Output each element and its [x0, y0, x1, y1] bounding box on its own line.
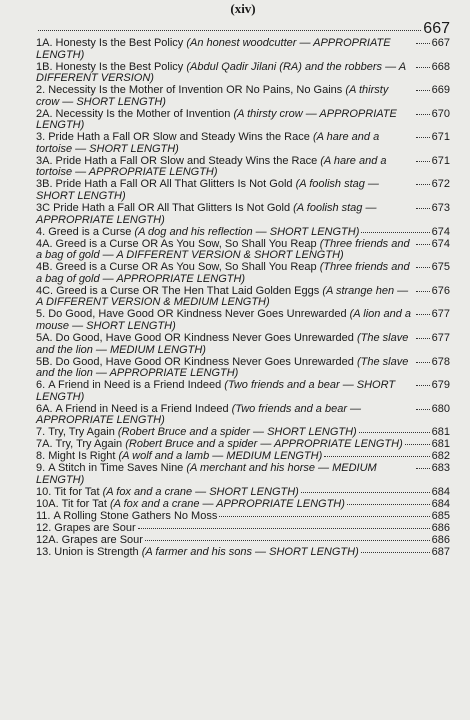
entry-title: Tit for Tat	[54, 485, 100, 498]
entry-title: Grapes are Sour	[54, 521, 136, 534]
entry-note: (The slave and the lion — MEDIUM LENGTH)	[36, 331, 409, 356]
toc-entry	[36, 262, 450, 285]
entry-number: 10.	[36, 485, 52, 498]
page-ref: 681	[431, 438, 450, 451]
dot-leader	[416, 184, 430, 185]
dot-leader	[361, 232, 429, 233]
entry-title: Greed is a Curse OR The Hen That Laid Golden Eggs	[56, 284, 320, 297]
entry-note: (Three friends and a bag of gold — APPROPRIATE LENGTH)	[36, 261, 410, 285]
entry-number: 7A.	[36, 438, 53, 451]
page-ref: 678	[431, 355, 450, 368]
toc-entry	[36, 286, 450, 309]
dot-leader	[416, 385, 430, 386]
dot-leader	[416, 409, 430, 410]
toc-entry-line	[36, 499, 450, 511]
page-ref: 676	[431, 284, 450, 297]
page-ref: 684	[431, 497, 450, 510]
toc-entry-line	[36, 511, 450, 523]
toc-entry-text	[36, 109, 414, 132]
toc-entry-line	[36, 156, 450, 179]
toc-entry-text	[36, 262, 414, 285]
toc-entry-line	[36, 85, 450, 108]
page-ref: 674	[431, 225, 450, 238]
entry-note: (A foolish stag — SHORT LENGTH)	[36, 178, 379, 203]
toc-entry-line	[36, 427, 450, 439]
dot-leader	[416, 90, 430, 91]
toc-entry	[36, 427, 450, 439]
entry-title: Necessity Is the Mother of Invention OR No Pains, No Gains	[48, 84, 343, 97]
page-ref: 686	[431, 521, 450, 534]
toc-entry	[36, 203, 450, 226]
entry-title: Do Good, Have Good OR Kindness Never Goes Unrewarded	[48, 308, 347, 321]
toc-entry-line	[36, 109, 450, 132]
toc-entry	[36, 227, 450, 239]
page-ref: 667	[423, 20, 450, 37]
dot-leader	[138, 528, 430, 529]
entry-number: 12A.	[36, 533, 59, 546]
dot-leader	[405, 444, 430, 445]
toc-entry-text	[36, 404, 414, 427]
entry-title: Necessity Is the Mother of Invention	[55, 107, 231, 120]
dot-leader	[416, 114, 430, 115]
entry-note: (A wolf and a lamb — MEDIUM LENGTH)	[118, 450, 323, 463]
entry-number: 10A.	[36, 497, 59, 510]
toc-entry	[36, 357, 450, 380]
toc-entry	[36, 511, 450, 523]
toc-entry-line	[36, 262, 450, 285]
toc-entry-line	[36, 487, 450, 499]
page-ref: 687	[431, 545, 450, 558]
page-ref: 672	[431, 178, 450, 191]
entry-title: Do Good, Have Good OR Kindness Never Goes Unrewarded	[55, 331, 354, 344]
toc-entry-text	[36, 227, 359, 239]
entry-title: Pride Hath a Fall OR All That Glitters Is Not Gold	[55, 178, 293, 191]
entry-number: 3A.	[36, 154, 53, 167]
toc-entry	[36, 309, 450, 332]
entry-number: 13.	[36, 545, 52, 558]
dot-leader	[416, 208, 430, 209]
page-ref: 674	[431, 237, 450, 250]
toc-entry-text	[36, 179, 414, 202]
dot-leader	[416, 244, 430, 245]
page-ref: 684	[431, 485, 450, 498]
toc-entry-line	[36, 380, 450, 403]
entry-number: 2.	[36, 84, 46, 97]
entry-number: 1B.	[36, 60, 53, 73]
toc-entry-text	[36, 487, 299, 499]
toc-entry	[36, 85, 450, 108]
entry-title: Greed is a Curse OR As You Sow, So Shall You Reap	[55, 237, 317, 250]
page-ref: 685	[431, 509, 450, 522]
entry-title: Pride Hath a Fall OR Slow and Steady Wins the Race	[55, 154, 318, 167]
entry-note: (Three friends and a bag of gold — A DIFFERENT VERSION & SHORT LENGTH)	[36, 237, 410, 262]
entry-note: (A merchant and his horse — MEDIUM LENGTH)	[36, 462, 377, 486]
dot-leader	[324, 456, 429, 457]
dot-leader	[38, 30, 421, 31]
dot-leader	[416, 137, 430, 138]
toc-entry	[36, 156, 450, 179]
entry-title: Pride Hath a Fall OR Slow and Steady Wins the Race	[48, 131, 310, 144]
toc-entry	[36, 333, 450, 356]
entry-title: Grapes are Sour	[61, 533, 143, 546]
entry-number: 5A.	[36, 331, 53, 344]
toc-entry-text	[36, 156, 414, 179]
page-ref: 675	[431, 261, 450, 274]
toc-entry-line	[36, 132, 450, 155]
entry-note: (Robert Bruce and a spider — APPROPRIATE LENGTH)	[125, 438, 403, 451]
toc-entry-text	[36, 523, 136, 535]
entry-number: 8.	[36, 450, 46, 463]
page-ref: 677	[431, 331, 450, 344]
toc-entry-line	[36, 286, 450, 309]
page-ref: 673	[431, 202, 450, 215]
page-ref: 681	[431, 426, 450, 439]
toc-entry	[36, 487, 450, 499]
toc-entry	[36, 38, 450, 61]
entry-note: (A fox and a crane — SHORT LENGTH)	[102, 485, 299, 498]
toc-entry-text	[36, 427, 357, 439]
entry-note: (Two friends and a bear — SHORT LENGTH)	[36, 379, 396, 403]
toc-entry-line	[36, 463, 450, 486]
toc-entry	[36, 179, 450, 202]
entry-title: Honesty Is the Best Policy	[55, 60, 184, 73]
toc-entry-line	[36, 38, 450, 61]
toc-entry-line	[36, 62, 450, 85]
dot-leader	[347, 504, 430, 505]
toc-entry-line	[36, 239, 450, 262]
entry-number: 4A.	[36, 237, 53, 250]
page-ref: 686	[431, 533, 450, 546]
dot-leader	[359, 432, 430, 433]
toc-entry-text	[36, 38, 414, 61]
entry-number: 3C	[36, 202, 51, 215]
page-ref: 677	[431, 308, 450, 321]
entry-note: (A fox and a crane — APPROPRIATE LENGTH)	[109, 497, 345, 510]
page-ref: 679	[431, 379, 450, 392]
entry-title: Greed is a Curse	[48, 225, 132, 238]
toc-entry	[36, 451, 450, 463]
entry-title: A Rolling Stone Gathers No Moss	[53, 509, 218, 522]
entry-title: A Friend in Need is a Friend Indeed	[55, 402, 229, 415]
page-ref: 669	[431, 84, 450, 97]
entry-number: 6A.	[36, 402, 53, 415]
toc-entry-text	[36, 535, 143, 547]
entry-note: (Abdul Qadir Jilani (RA) and the robbers — A DIFFERENT VERSION)	[36, 60, 406, 85]
dot-leader	[416, 161, 430, 162]
page-number: (xiv)	[230, 1, 256, 16]
entry-title: Union is Strength	[54, 545, 139, 558]
dot-leader	[416, 338, 430, 339]
page-ref: 671	[431, 154, 450, 167]
dot-leader	[416, 267, 430, 268]
toc-entry	[36, 380, 450, 403]
entry-title: A Stitch in Time Saves Nine	[48, 462, 184, 475]
entry-note: (A hare and a tortoise — APPROPRIATE LENGTH)	[36, 154, 387, 179]
toc-entry-line	[36, 451, 450, 463]
entry-note: (An honest woodcutter — APPROPRIATE LENGTH)	[36, 37, 391, 61]
toc-entry-line	[36, 309, 450, 332]
entry-number: 1A.	[36, 37, 53, 49]
dot-leader	[416, 291, 430, 292]
entry-number: 3.	[36, 131, 46, 144]
toc-entry-line	[36, 179, 450, 202]
entry-number: 6.	[36, 379, 46, 392]
entry-note: (A dog and his reflection — SHORT LENGTH)	[134, 225, 360, 238]
page-ref: 668	[431, 60, 450, 73]
toc-entry	[36, 547, 450, 559]
entry-note: (A foolish stag — APPROPRIATE LENGTH)	[36, 202, 377, 226]
entry-number: 4B.	[36, 261, 53, 274]
dot-leader	[416, 43, 430, 44]
page-ref: 670	[431, 107, 450, 120]
dot-leader	[416, 67, 430, 68]
toc-entry	[36, 132, 450, 155]
toc-entry-line	[36, 547, 450, 559]
toc-entry-text	[36, 132, 414, 155]
toc-entry-text	[36, 439, 403, 451]
toc-entry	[36, 439, 450, 451]
dot-leader	[416, 362, 430, 363]
toc-entry-text	[36, 547, 359, 559]
entry-number: 4.	[36, 225, 46, 238]
toc-entry-text	[36, 380, 414, 403]
entry-note: (A lion and a mouse — SHORT LENGTH)	[36, 308, 411, 332]
entry-number: 5.	[36, 308, 46, 321]
entry-number: 11.	[36, 509, 51, 522]
entry-number: 2A.	[36, 107, 53, 120]
dot-leader	[416, 314, 430, 315]
toc-entry-line	[36, 439, 450, 451]
entry-number: 5B.	[36, 355, 53, 368]
entry-number: 4C.	[36, 284, 54, 297]
toc-entry-line	[36, 333, 450, 356]
dot-leader	[301, 492, 430, 493]
toc-continuation-line	[36, 20, 450, 38]
toc-entry-text	[36, 333, 414, 356]
dot-leader	[416, 468, 430, 469]
entry-number: 3B.	[36, 178, 53, 191]
entry-title: Greed is a Curse OR As You Sow, So Shall You Reap	[55, 261, 317, 274]
entry-note: (Two friends and a bear — APPROPRIATE LENGTH)	[36, 402, 362, 427]
toc-entry	[36, 523, 450, 535]
toc-entry-text	[36, 286, 414, 309]
toc-entry-line	[36, 535, 450, 547]
toc-entry-text	[36, 511, 217, 523]
toc-entry-text	[36, 309, 414, 332]
entry-note: (A strange hen — A DIFFERENT VERSION & MEDIUM LENGTH)	[36, 284, 409, 309]
entry-note: (A farmer and his sons — SHORT LENGTH)	[141, 545, 359, 558]
entry-number: 12.	[36, 521, 52, 534]
toc-entry-line	[36, 227, 450, 239]
toc-entry-line	[36, 203, 450, 226]
entry-title: Honesty Is the Best Policy	[55, 37, 184, 49]
entry-title: Might Is Right	[48, 450, 116, 463]
entry-title: Try, Try Again	[48, 426, 115, 439]
toc-entry	[36, 62, 450, 85]
toc-entry-text	[36, 499, 345, 511]
toc-entry	[36, 239, 450, 262]
entry-number: 7.	[36, 426, 46, 439]
entry-title: Do Good, Have Good OR Kindness Never Goes Unrewarded	[55, 355, 354, 368]
entry-note: (A hare and a tortoise — SHORT LENGTH)	[36, 131, 380, 155]
page-ref: 671	[431, 131, 450, 144]
toc-entry	[36, 463, 450, 486]
page-ref: 680	[431, 402, 450, 415]
toc-entry	[36, 535, 450, 547]
toc-entry-text	[36, 357, 414, 380]
toc-entry	[36, 404, 450, 427]
entry-title: Try, Try Again	[55, 438, 123, 451]
toc-entry-line	[36, 404, 450, 427]
toc-entry-text	[36, 203, 414, 226]
entry-title: Pride Hath a Fall OR All That Glitters Is Not Gold	[53, 202, 291, 215]
toc-entry-text	[36, 239, 414, 262]
page-ref: 682	[431, 450, 450, 463]
toc-entry-line	[36, 523, 450, 535]
dot-leader	[361, 552, 430, 553]
entry-title: Tit for Tat	[61, 497, 107, 510]
page-ref: 667	[431, 37, 450, 49]
toc-entry-text	[36, 463, 414, 486]
entry-title: A Friend in Need is a Friend Indeed	[48, 379, 222, 392]
dot-leader	[145, 540, 430, 541]
toc-entry-text	[36, 62, 414, 85]
entry-note: (A thirsty crow — SHORT LENGTH)	[36, 84, 389, 108]
toc-entry	[36, 109, 450, 132]
toc-list	[36, 38, 450, 558]
entry-note: (A thirsty crow — APPROPRIATE LENGTH)	[36, 107, 397, 132]
toc-entry-text	[36, 85, 414, 108]
entry-number: 9.	[36, 462, 46, 475]
toc-entry	[36, 499, 450, 511]
toc-entry-text	[36, 451, 322, 463]
entry-note: (Robert Bruce and a spider — SHORT LENGTH)	[117, 426, 357, 439]
toc-entry-line	[36, 357, 450, 380]
dot-leader	[219, 516, 429, 517]
entry-note: (The slave and the lion — APPROPRIATE LENGTH)	[36, 355, 409, 380]
page-ref: 683	[431, 462, 450, 475]
